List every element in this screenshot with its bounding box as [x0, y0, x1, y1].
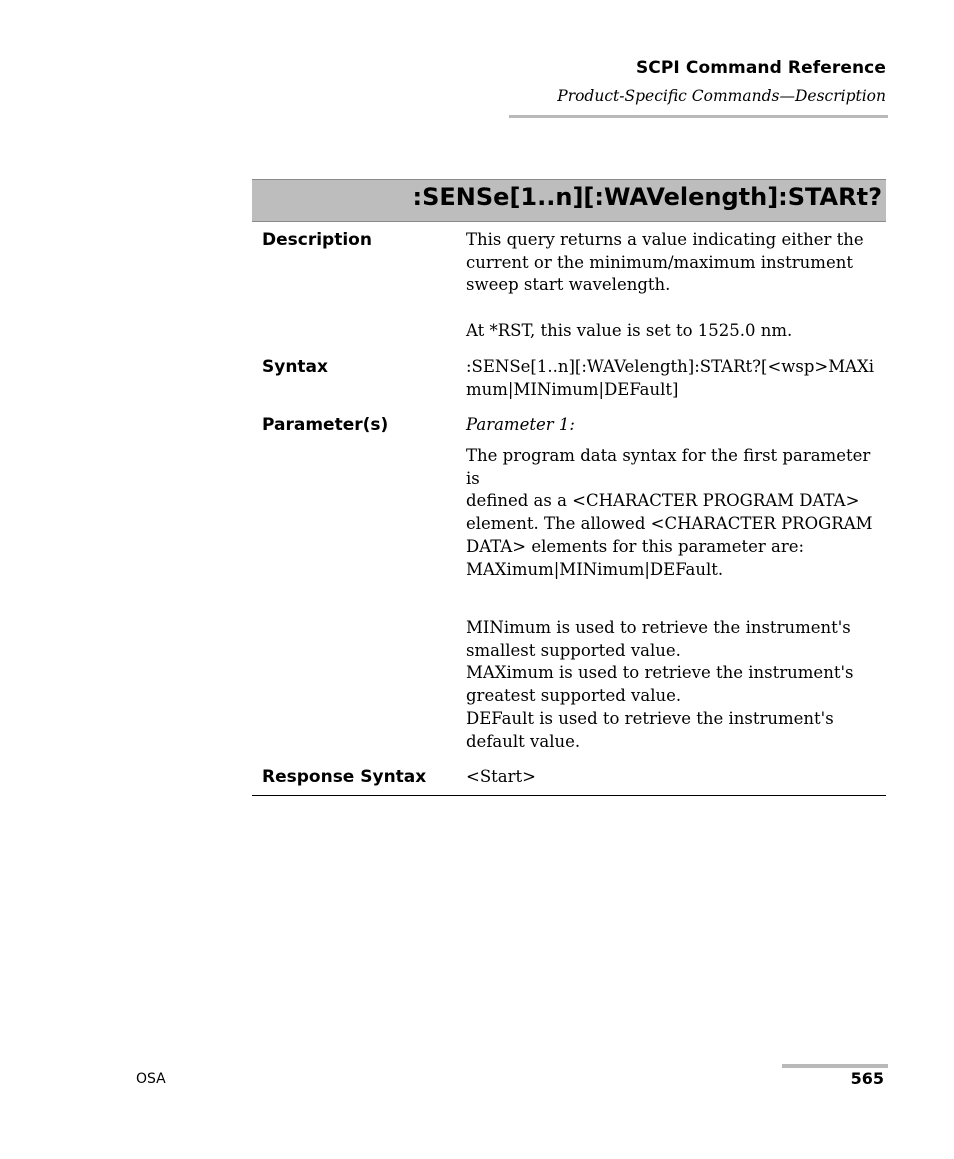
description-label: Description [262, 230, 372, 250]
table-bottom-rule [252, 795, 886, 796]
syntax-text: :SENSe[1..n][:WAVelength]:STARt?[<wsp>MAXi mum|MINimum|DEFault] [466, 357, 875, 399]
parameters-label: Parameter(s) [262, 415, 389, 435]
running-header-title: SCPI Command Reference [635, 58, 886, 78]
parameter-1-description: The program data syntax for the first parameter is defined as a <CHARACTER PROGRAM DATA> element. The allowed <CHARACTER PROGRAM DATA> elements for this parameter are: MAXimum|MINimum|DEFault. [466, 446, 873, 579]
response-syntax-label: Response Syntax [262, 767, 427, 787]
description-reset-note: At *RST, this value is set to 1525.0 nm. [466, 321, 793, 340]
command-title: :SENSe[1..n][:WAVelength]:STARt? [412, 183, 882, 211]
parameter-1-heading: Parameter 1: [466, 415, 575, 434]
syntax-label: Syntax [262, 357, 328, 377]
footer-product-name: OSA [136, 1071, 166, 1087]
command-title-bar [252, 179, 886, 222]
running-header-subtitle: Product-Specific Commands—Description [557, 87, 886, 105]
page-number: 565 [850, 1069, 884, 1088]
description-text: This query returns a value indicating either the current or the minimum/maximum instrument sweep start wavelength. [466, 230, 864, 295]
parameter-1-values: MINimum is used to retrieve the instrument's smallest supported value. MAXimum is used to retrieve the instrument's greatest supported value. DEFault is used to retrieve the instrument's default value. [466, 618, 854, 751]
footer-rule [782, 1064, 888, 1068]
response-syntax-text: <Start> [466, 767, 536, 786]
header-rule [509, 115, 888, 118]
